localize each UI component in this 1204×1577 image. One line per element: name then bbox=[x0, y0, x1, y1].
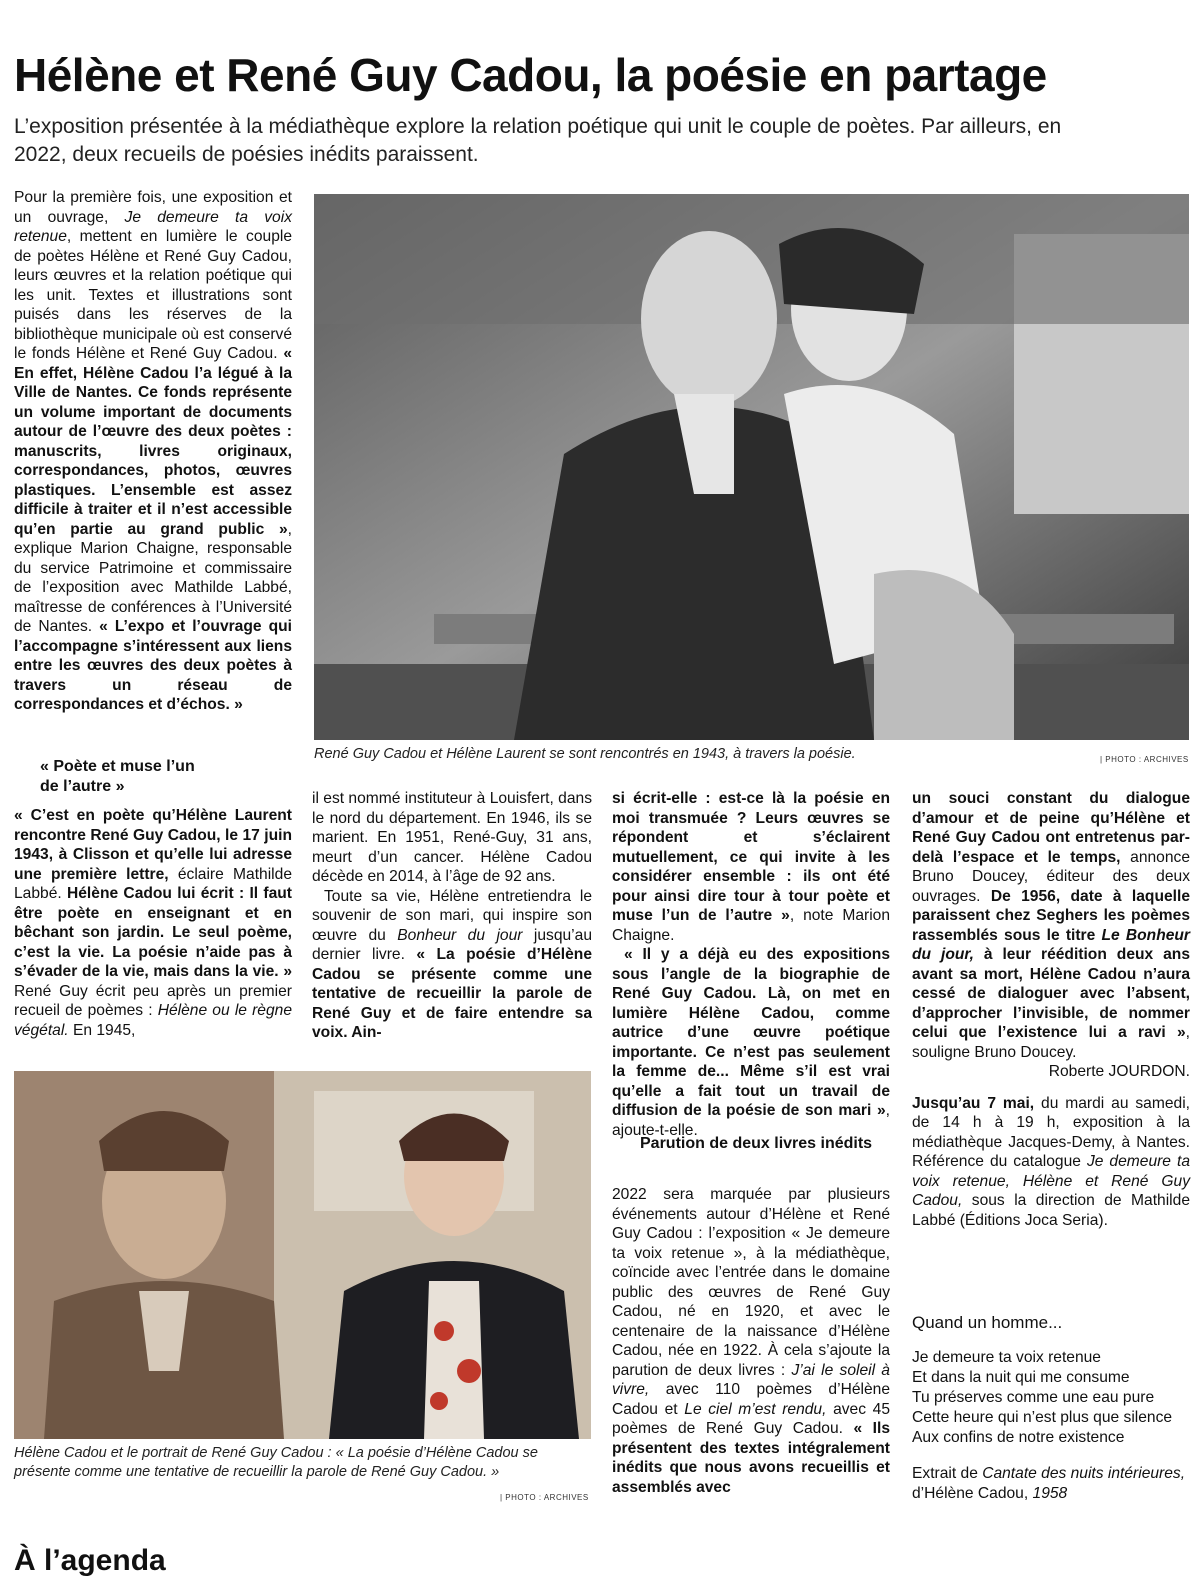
photo1-caption: René Guy Cadou et Hélène Laurent se sont rencontrés en 1943, à travers la poésie. bbox=[314, 746, 856, 762]
poem-source bbox=[912, 1464, 1190, 1503]
col1-text: En 1945, bbox=[68, 1021, 136, 1039]
info-text: du mardi au samedi, de 14 h à 19 h, exposition à la médiathèque Jacques-Demy, à Nantes. Référence du catalogue bbox=[912, 1094, 1190, 1170]
extract-year: 1958 bbox=[1032, 1484, 1068, 1502]
col1-text: René Guy écrit peu après un premier recueil de poèmes : bbox=[14, 982, 292, 1019]
extract-title: Cantate des nuits intérieures, bbox=[982, 1465, 1186, 1482]
col2-quote: « La poésie d’Hélène Cadou se présente comme une tentative de recueillir la parole de René Guy et de faire entendre sa voix. Ain- bbox=[312, 946, 592, 1041]
poem-line: Je demeure ta voix retenue bbox=[912, 1349, 1101, 1366]
col2-text: Toute sa vie, Hélène entretiendra le souvenir de son mari, qui inspire son œuvre du bbox=[312, 887, 592, 944]
col1-title: Je demeure ta voix retenue bbox=[14, 208, 292, 245]
col1-quote: Hélène Cadou lui écrit : Il faut être poète en enseignant et en bêchant son jardin. Le seul poème, c’est la vie. La poésie n’aide pas à s’évader de la vie, mais dans la vie. » bbox=[14, 885, 292, 980]
col1-quote: « C’est en poète qu’Hélène Laurent rencontre René Guy Cadou, le 17 juin 1943, à Clisson et qu’elle lui adresse une première lettre, bbox=[14, 807, 292, 883]
col2-text: jusqu’au dernier livre. bbox=[312, 926, 592, 963]
poem-line: Cette heure qui n’est plus que silence bbox=[912, 1409, 1173, 1426]
headline: Hélène et René Guy Cadou, la poésie en partage bbox=[14, 49, 1047, 101]
col3-text: 2022 sera marquée par plusieurs événements autour d’Hélène et René Guy Cadou : l’exposition « Je demeure ta voix retenue », à la médiathèque, coïncide avec l’entrée dans le domaine public des œuvres de René Guy Cadou, né en 1920, et avec le centenaire de la naissance d’Hélène Cadou, née en 1922. À cela s’ajoute la parution de deux livres : bbox=[612, 1186, 890, 1379]
col3-title: Le ciel m’est rendu, bbox=[684, 1400, 827, 1418]
column-2 bbox=[312, 789, 592, 1043]
col4-quote: un souci constant du dialogue d’amour et de peine qu’Hélène et René Guy Cadou ont entretenus par-delà l’espace et le temps, bbox=[912, 790, 1190, 866]
extract-text: Extrait de bbox=[912, 1465, 983, 1482]
couple-archive-photo bbox=[314, 194, 1189, 740]
column-3-top bbox=[612, 789, 890, 1140]
photo2-credit: | PHOTO : ARCHIVES bbox=[500, 1493, 589, 1502]
col3-quote: si écrit-elle : est-ce là la poésie en moi transmuée ? Leurs œuvres se répondent et s’éclairent mutuellement, ce qui invite à les considérer ensemble : ils ont été pour ainsi dire tour à tour poète et muse l’un de l’autre » bbox=[612, 790, 890, 924]
column-3-bottom bbox=[612, 1185, 890, 1497]
col3-quote: « Il y a déjà eu des expositions sous l’angle de la biographie de René Guy Cadou. Là, on met en lumière Hélène Cadou, comme autrice d’une œuvre poétique importante. Ce n’est pas seulement la femme de... Même s’il est vrai qu’elle a fait tout un travail de diffusion de la poésie de son mari » bbox=[612, 946, 890, 1119]
col3-title: J’ai le soleil à vivre, bbox=[612, 1361, 890, 1398]
poem-line: Et dans la nuit qui me consume bbox=[912, 1369, 1130, 1386]
col3-quote: « Ils présentent des textes intégralement inédits que nous avons recueillis et assemblés avec bbox=[612, 1420, 890, 1496]
poem-title: Quand un homme... bbox=[912, 1313, 1063, 1332]
lead-paragraph: L’exposition présentée à la médiathèque explore la relation poétique qui unit le couple de poètes. Par ailleurs, en 2022, deux recueils de poésies inédits paraissent. bbox=[14, 115, 1062, 166]
col3-text: avec 110 poèmes d’Hélène Cadou et bbox=[612, 1381, 890, 1418]
poem bbox=[912, 1348, 1190, 1448]
extract-text: d’Hélène Cadou, bbox=[912, 1484, 1033, 1502]
col4-title: Le Bonheur du jour, bbox=[912, 926, 1190, 963]
col4-quote: à leur réédition deux ans avant sa mort, Hélène Cadou n’aura cessé de dialoguer avec l’absent, d’approcher l’invisible, de nommer celui que l’existence lui a ravi » bbox=[912, 946, 1191, 1041]
col3-text: avec 45 poèmes de René Guy Cadou. bbox=[612, 1400, 890, 1437]
info-dates: Jusqu’au 7 mai, bbox=[912, 1094, 1035, 1112]
col4-text: , souligne Bruno Doucey. bbox=[912, 1024, 1190, 1061]
col3-text: , ajoute-t-elle. bbox=[612, 1102, 890, 1139]
info-text: sous la direction de Mathilde Labbé (Éditions Joca Seria). bbox=[912, 1192, 1190, 1229]
byline: Roberte JOURDON. bbox=[1048, 1063, 1190, 1080]
subheading-parution: Parution de deux livres inédits bbox=[640, 1135, 873, 1152]
poem-line: Aux confins de notre existence bbox=[912, 1429, 1125, 1446]
column-1-top bbox=[14, 188, 292, 715]
photo2-caption: Hélène Cadou et le portrait de René Guy Cadou : « La poésie d’Hélène Cadou se présente comme une tentative de recueillir la parole de René Guy Cadou. » bbox=[14, 1445, 538, 1480]
col1-text: , explique Marion Chaigne, responsable du service Patrimoine et commissaire de l’exposition avec Mathilde Labbé, maîtresse de conférences à l’Université de Nantes. bbox=[14, 520, 292, 635]
column-1-bottom bbox=[14, 806, 292, 1040]
col1-text: Pour la première fois, une exposition et un ouvrage, bbox=[14, 189, 292, 226]
col1-title: Hélène ou le règne végétal. bbox=[14, 1002, 292, 1039]
col4-quote: De 1956, date à laquelle paraissent chez Seghers les poèmes rassemblés sous le titre bbox=[912, 887, 1190, 944]
col2-title: Bonheur du jour bbox=[397, 926, 523, 944]
poem-line: Tu préserves comme une eau pure bbox=[912, 1389, 1155, 1406]
col1-quote: « En effet, Hélène Cadou l’a légué à la Ville de Nantes. Ce fonds représente un volume important de documents autour de l’œuvre des deux poètes : manuscrits, livres originaux, correspondances, photos, œuvres plastiques. L’ensemble est assez difficile à traiter et il n’est accessible qu’en partie au grand public » bbox=[14, 345, 292, 538]
portrait-photo-illustration bbox=[14, 1071, 591, 1439]
col3-text: , note Marion Chaigne. bbox=[612, 907, 891, 944]
col1-text: , mettent en lumière le couple de poètes Hélène et René Guy Cadou, leurs œuvres et la relation poétique qui les unit. Textes et illustrations sont puisés dans les réserves de la bibliothèque municipale où est conservé le fonds Hélène et René Guy Cadou. bbox=[14, 228, 292, 362]
col2-paragraph: il est nommé instituteur à Louisfert, dans le nord du département. En 1946, ils se marient. En 1951, René-Guy, 31 ans, meurt d’un cancer. Hélène Cadou décède en 2014, à l’âge de 92 ans. bbox=[312, 790, 592, 885]
agenda-heading: À l’agenda bbox=[14, 1544, 166, 1577]
couple-photo-illustration bbox=[314, 194, 1189, 740]
photo1-credit: | PHOTO : ARCHIVES bbox=[1100, 755, 1189, 764]
column-4 bbox=[912, 789, 1190, 1230]
helene-portrait-photo bbox=[14, 1071, 591, 1439]
col4-text: annonce Bruno Doucey, éditeur des deux ouvrages. bbox=[912, 848, 1191, 905]
col1-text: éclaire Mathilde Labbé. bbox=[14, 865, 292, 902]
info-catalogue: Je demeure ta voix retenue, Hélène et René Guy Cadou, bbox=[912, 1153, 1190, 1209]
subheading-poete-muse: « Poète et muse l’un de l’autre » bbox=[40, 758, 195, 795]
col1-quote: « L’expo et l’ouvrage qui l’accompagne s’intéressent aux liens entre les œuvres des deux poètes à travers un réseau de correspondances et d’échos. » bbox=[14, 618, 292, 713]
